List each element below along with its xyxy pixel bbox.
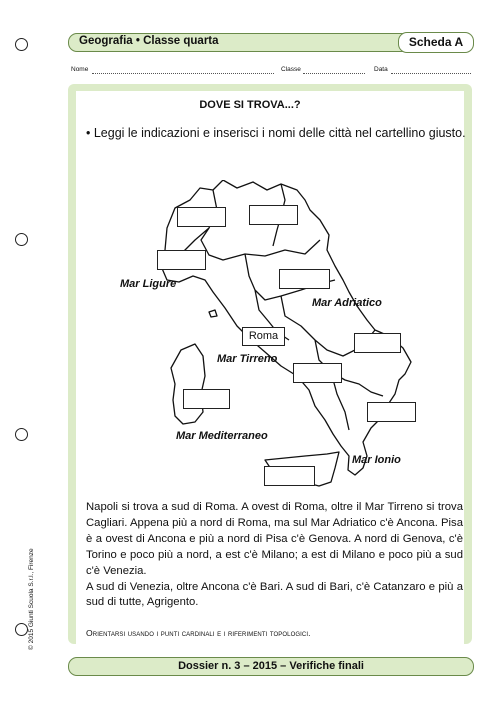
instruction-text: • Leggi le indicazioni e inserisci i nomi delle città nel cartellino giusto.	[86, 126, 466, 140]
binder-hole-icon	[15, 428, 28, 441]
footer-bar: Dossier n. 3 – 2015 – Verifiche finali	[68, 657, 474, 676]
city-blank-box[interactable]	[279, 269, 330, 289]
learning-objective: Orientarsi usando i punti cardinali e i riferimenti topologici.	[86, 628, 311, 638]
clues-text	[86, 500, 463, 611]
data-field[interactable]	[391, 73, 471, 74]
clues-paragraph: Napoli si trova a sud di Roma. A ovest di Roma, oltre il Mar Tirreno si trova Cagliari. Appena più a nord di Roma, ma sul Mar Adriatico c'è Ancona. Pisa è a ovest di Ancona e più a nord di Pisa c'è Genova. A nord di Genova, c'è Torino e poco più a nord, a est c'è Milano; a est di Milano e poco più a sud c'è Venezia.	[86, 501, 463, 577]
scheda-badge: Scheda A	[398, 32, 474, 53]
nome-label: Nome	[71, 66, 89, 73]
city-blank-box[interactable]	[354, 333, 401, 353]
binder-hole-icon	[15, 38, 28, 51]
city-blank-box[interactable]	[177, 207, 226, 227]
city-blank-box[interactable]	[249, 205, 298, 225]
subject-title: Geografia • Classe quarta	[79, 35, 219, 47]
clues-paragraph: A sud di Venezia, oltre Ancona c'è Bari. A sud di Bari, c'è Catanzaro e più a sud di tutte, Agrigento.	[86, 580, 463, 609]
binder-hole-icon	[15, 623, 28, 636]
elba-outline	[209, 310, 217, 317]
sea-label: Mar Ionio	[352, 454, 401, 466]
sea-label: Mar Mediterraneo	[176, 430, 268, 442]
city-blank-box[interactable]	[183, 389, 230, 409]
classe-label: Classe	[281, 66, 301, 73]
roma-label: Roma	[242, 327, 285, 346]
exercise-title: DOVE SI TROVA...?	[199, 99, 301, 111]
binder-hole-icon	[15, 233, 28, 246]
header-bar	[68, 33, 474, 52]
sardinia-outline	[171, 344, 205, 424]
sea-label: Mar Tirreno	[217, 353, 278, 365]
data-label: Data	[374, 66, 388, 73]
nome-field[interactable]	[92, 73, 274, 74]
city-blank-box[interactable]	[293, 363, 342, 383]
city-blank-box[interactable]	[264, 466, 315, 486]
sea-label: Mar Ligure	[120, 278, 177, 290]
classe-field[interactable]	[303, 73, 365, 74]
city-blank-box[interactable]	[157, 250, 206, 270]
sea-label: Mar Adriatico	[312, 297, 382, 309]
copyright-text: © 2015 Giunti Scuola S.r.l., Firenze	[28, 548, 35, 650]
city-blank-box[interactable]	[367, 402, 416, 422]
